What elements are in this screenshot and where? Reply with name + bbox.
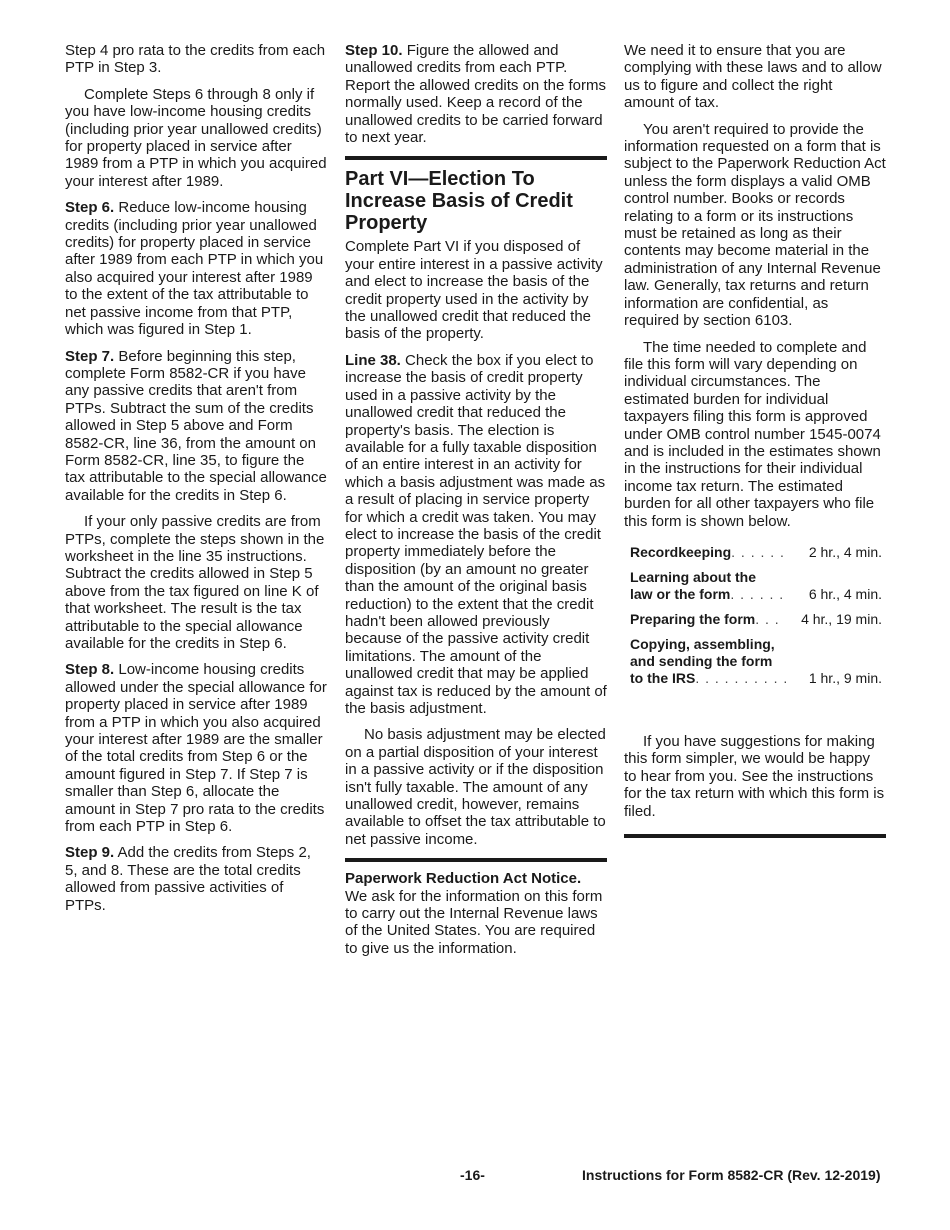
- burden-label: Recordkeeping. . . . . .: [630, 543, 785, 560]
- paragraph-time-needed: The time needed to complete and file this form will vary depending on individual circumstances. The estimated burden for individual taxpayers filing this form is approved under OMB control number 1545-0074 and is included in the estimates shown in the instructions for their individual income tax return. The estimated burden for all other taxpayers who file this form is shown below.: [624, 338, 881, 530]
- page-number: -16-: [460, 1167, 485, 1183]
- table-row: [630, 544, 882, 569]
- column-right: [624, 42, 886, 838]
- paragraph-omb-control: You aren't required to provide the information requested on a form that is subject to the Paperwork Reduction Act unless the form displays a valid OMB control number. Books or records relating to a form or its instructions must be retained as long as their contents may become material in the administration of any Internal Revenue law. Generally, tax returns and return information are confidential, as required by section 6103.: [624, 120, 886, 330]
- table-row: [630, 636, 882, 695]
- burden-time: 6 hr., 4 min.: [808, 585, 882, 602]
- table-row: [630, 611, 882, 636]
- burden-time: 2 hr., 4 min.: [808, 543, 882, 560]
- paragraph-no-basis-adjustment: No basis adjustment may be elected on a partial disposition of your interest in a passive activity or if the disposition isn't fully taxable. The amount of any unallowed credit, however, remains available to offset the tax attributable to net passive income.: [345, 726, 606, 848]
- paragraph-step6: [65, 199, 327, 338]
- paperwork-heading: Paperwork Reduction Act Notice.: [345, 870, 582, 888]
- paragraph-part-vi-intro: Complete Part VI if you disposed of your entire interest in a passive activity and elect to increase the basis of the credit property used in the activity by the unallowed credit that reduced the basis of the property.: [345, 238, 603, 343]
- paragraph-steps-6-8-intro: Complete Steps 6 through 8 only if you have low-income housing credits (including prior year unallowed credits) for property placed in service after 1989 from a PTP in which you acquired your interest after 1989.: [65, 85, 327, 190]
- paragraph-step7: [65, 348, 327, 505]
- burden-label: Copying, assembling, and sending the form to the IRS. . . . . . . . . .: [630, 635, 789, 686]
- paragraph-step4-continued: Step 4 pro rata to the credits from each PTP in Step 3.: [65, 42, 326, 77]
- paragraph-step9: [65, 844, 327, 914]
- line38-text: Check the box if you elect to increase the basis of credit property used in a passive activity by the unallowed credit that reduced the property's basis. The election is available for a fully taxable disposition of an entire interest in an activity for which a basis adjustment was made as a result of placing in service property for which a credit was taken. You may elect to increase the basis of the credit property immediately before the disposition (by an amount no greater than the amount of the original basis reduction) to the extent that the credit hadn't been allowed previously because of the passive activity credit limitations. The amount of the unallowed credit that may be applied against tax is reduced by the amount of the basis adjustment.: [345, 351, 607, 717]
- step8-text: Low-income housing credits allowed under the special allowance for property placed in service after 1989 from a PTP in which you also acquired your interest after 1989 are the smaller of the total credits from Step 6 or the amount figured in Step 7. If Step 7 is smaller than Step 6, allocate the amount in Step 7 pro rata to the credits from each PTP in Step 6.: [65, 661, 327, 836]
- column-left: [65, 42, 327, 923]
- paragraph-only-ptp-credits: If your only passive credits are from PTPs, complete the steps shown in the worksheet in the line 35 instructions. Subtract the credits allowed in Step 5 above from the tax figured on line K of that worksheet. The result is the tax attributable to the special allowance available for the credits in Step 6.: [65, 513, 325, 652]
- step10-label: Step 10.: [345, 42, 403, 59]
- paragraph-suggestions: If you have suggestions for making this form simpler, we would be happy to hear from you. See the instructions for the tax return with which this form is filed.: [624, 732, 885, 820]
- paragraph-paperwork-notice: We ask for the information on this form to carry out the Internal Revenue laws of the United States. You are required to give us the information.: [345, 887, 603, 957]
- burden-time: 4 hr., 19 min.: [801, 610, 882, 627]
- step7-label: Step 7.: [65, 347, 115, 365]
- section-heading-part-vi: Part VI—Election To Increase Basis of Credit Property: [345, 168, 573, 235]
- paragraph-line38: [345, 352, 607, 718]
- burden-table: [630, 544, 882, 695]
- step9-label: Step 9.: [65, 844, 115, 862]
- step10-text: Figure the allowed and unallowed credits from each PTP. Report the allowed credits on the forms normally used. Keep a record of the unallowed credits to be carried forward to next year.: [345, 42, 606, 147]
- step6-label: Step 6.: [65, 199, 115, 217]
- section-divider: [345, 156, 607, 160]
- burden-label: Learning about the law or the form. . . . . .: [630, 568, 785, 602]
- step7-text: Before beginning this step, complete Form 8582-CR if you have any passive credits that aren't from PTPs. Subtract the sum of the credits allowed in Step 5 above and Form 8582-CR, line 36, from the amount on Form 8582-CR, line 35, to figure the tax attributable to the special allowance available for the credits in Step 6.: [65, 347, 327, 504]
- line38-label: Line 38.: [345, 351, 401, 369]
- table-row: [630, 569, 882, 611]
- burden-time: 1 hr., 9 min.: [808, 669, 882, 686]
- step9-text: Add the credits from Steps 2, 5, and 8. These are the total credits allowed from passive activities of PTPs.: [65, 844, 311, 914]
- paragraph-step8: [65, 661, 327, 835]
- step6-text: Reduce low-income housing credits (including prior year unallowed credits) for property placed in service after 1989 from each PTP in which you also acquired your interest after 1989 to the extent of the tax attributable to net passive income from that PTP, which was figured in Step 1.: [65, 199, 324, 339]
- form-title-footer: Instructions for Form 8582-CR (Rev. 12-2019): [582, 1167, 881, 1183]
- paragraph-compliance: We need it to ensure that you are complying with these laws and to allow us to figure and collect the right amount of tax.: [624, 42, 882, 112]
- end-divider: [624, 834, 886, 838]
- paragraph-step10: [345, 42, 607, 146]
- step8-label: Step 8.: [65, 661, 115, 679]
- column-middle: [345, 42, 607, 966]
- burden-label: Preparing the form. . .: [630, 610, 780, 627]
- section-divider-paperwork: [345, 858, 607, 862]
